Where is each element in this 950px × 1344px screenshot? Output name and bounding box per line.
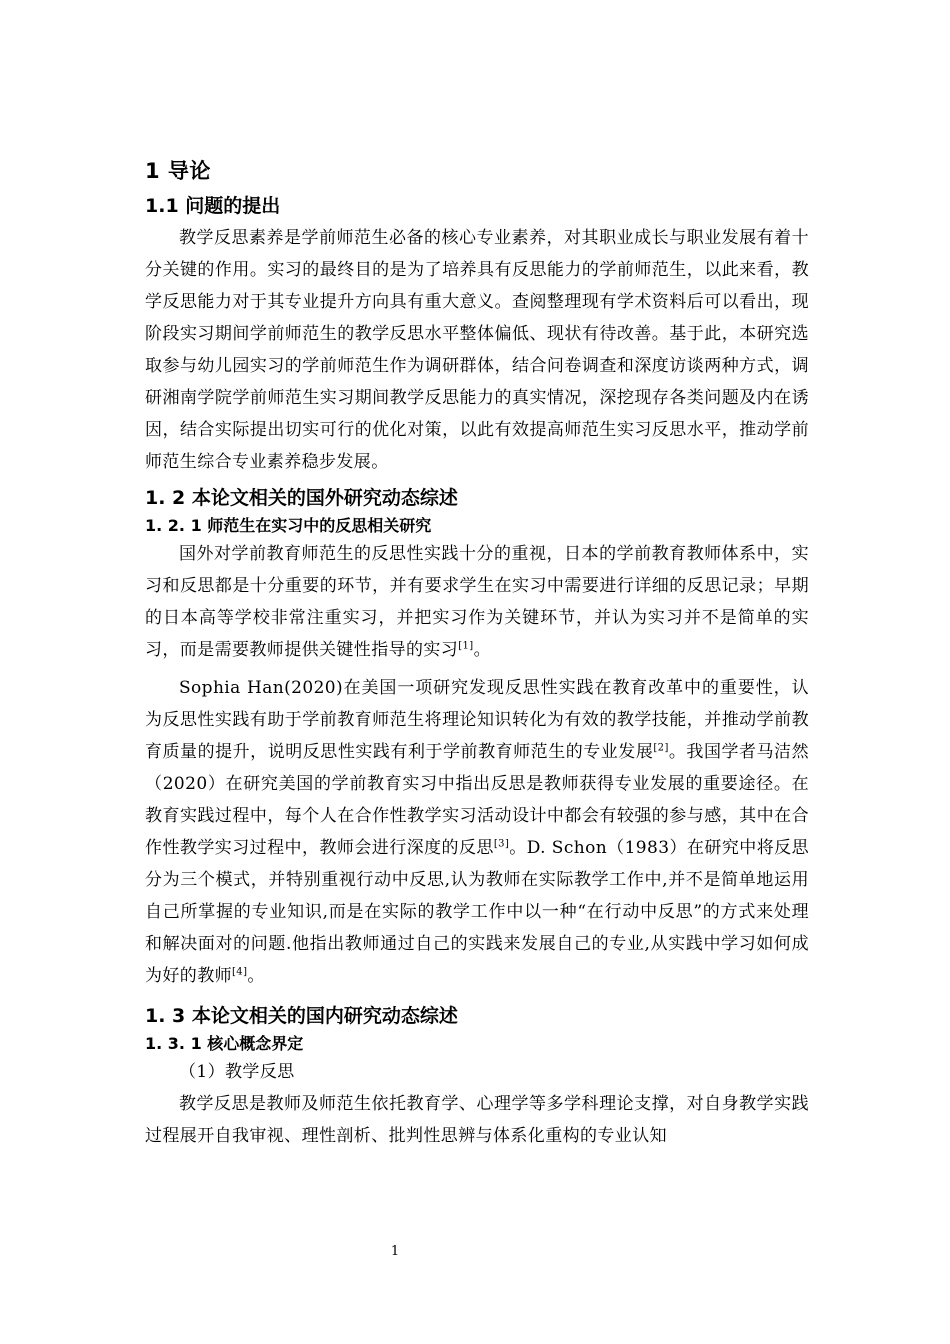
paragraph-2-end: 。 bbox=[473, 640, 491, 660]
paragraph-3-part-b: 。我国学者马洁然（2020）在研究美国的学前教育实习中指出反思是教师获得专业发展的重要途径。在教育实践过程中，每个人在合作性教学实习活动设计中都会有较强的参与感，其中在合作性教学实习过程中，教师会进行深度的反思 bbox=[145, 742, 809, 858]
paragraph-3-part-d: 。 bbox=[247, 966, 265, 986]
citation-2: [2] bbox=[653, 742, 669, 754]
chapter-heading: 1 导论 bbox=[145, 159, 211, 183]
section-heading-1-3: 1. 3 本论文相关的国内研究动态综述 bbox=[145, 1005, 458, 1027]
subsection-heading-1-2-1: 1. 2. 1 师范生在实习中的反思相关研究 bbox=[145, 516, 432, 535]
citation-1: [1] bbox=[458, 640, 474, 652]
paragraph-1: 教学反思素养是学前师范生必备的核心专业素养，对其职业成长与职业发展有着十分关键的作用。实习的最终目的是为了培养具有反思能力的学前师范生，以此来看，教学反思能力对于其专业提升方向具有重大意义。查阅整理现有学术资料后可以看出，现阶段实习期间学前师范生的教学反思水平整体偏低、现状有待改善。基于此，本研究选取参与幼儿园实习的学前师范生作为调研群体，结合问卷调查和深度访谈两种方式，调研湘南学院学前师范生实习期间教学反思能力的真实情况，深挖现存各类问题及内在诱因，结合实际提出切实可行的优化对策，以此有效提高师范生实习反思水平，推动学前师范生综合专业素养稳步发展。 bbox=[145, 228, 809, 472]
page-content bbox=[145, 156, 809, 1152]
paragraph-4: 教学反思是教师及师范生依托教育学、心理学等多学科理论支撑，对自身教学实践过程展开自我审视、理性剖析、批判性思辨与体系化重构的专业认知 bbox=[145, 1094, 809, 1146]
paragraph-3-part-c: 。D. Schon（1983）在研究中将反思分为三个模式，并特别重视行动中反思,认为教师在实际教学工作中,并不是简单地运用自己所掌握的专业知识,而是在实际的教学工作中以一种“在行动中反思”的方式来处理和解决面对的问题.他指出教师通过自己的实践来发展自己的专业,从实践中学习如何成为好的教师 bbox=[145, 838, 810, 986]
citation-4: [4] bbox=[232, 966, 248, 978]
citation-3: [3] bbox=[493, 838, 510, 850]
paragraph-2-text: 国外对学前教育师范生的反思性实践十分的重视，日本的学前教育教师体系中，实习和反思都是十分重要的环节，并有要求学生在实习中需要进行详细的反思记录；早期的日本高等学校非常注重实习，并把实习作为关键环节，并认为实习并不是简单的实习，而是需要教师提供关键性指导的实习 bbox=[145, 544, 809, 660]
subsection-heading-1-3-1: 1. 3. 1 核心概念界定 bbox=[145, 1034, 304, 1053]
paragraph-3 bbox=[145, 672, 809, 992]
section-heading-1-2: 1. 2 本论文相关的国外研究动态综述 bbox=[145, 487, 458, 509]
page-number: 1 bbox=[390, 1244, 400, 1259]
paragraph-3-part-a: Sophia Han(2020)在美国一项研究发现反思性实践在教育改革中的重要性，认为反思性实践有助于学前教育师范生将理论知识转化为有效的教学技能，并推动学前教育质量的提升，说明反思性实践有利于学前教育师范生的专业发展 bbox=[145, 678, 809, 762]
list-item-1: （1）教学反思 bbox=[179, 1062, 295, 1082]
paragraph-2 bbox=[145, 538, 809, 666]
section-heading-1-1: 1.1 问题的提出 bbox=[145, 195, 281, 217]
